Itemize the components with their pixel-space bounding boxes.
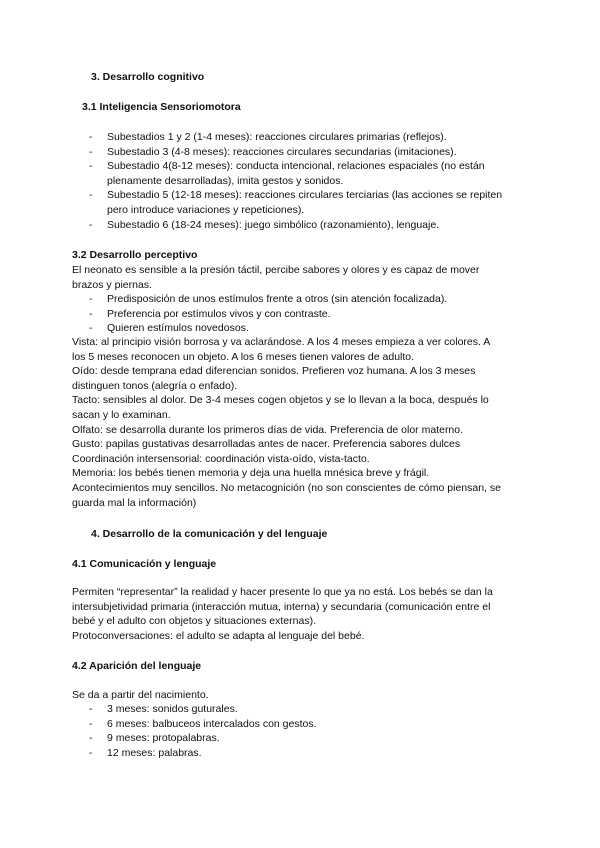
list-item: - Subestadio 6 (18-24 meses): juego simbólico (razonamiento), lenguaje.	[89, 218, 440, 231]
section-4-title: 4. Desarrollo de la comunicación y del lenguaje	[91, 528, 328, 540]
list-item: - Subestadio 5 (12-18 meses): reacciones circulares terciarias (las acciones se repiten pero introduce variaciones y repeticiones).	[89, 189, 503, 216]
perceptivo-intro: El neonato es sensible a la presión táctil, percibe sabores y olores y es capaz de mover brazos y piernas.	[72, 264, 480, 291]
comunicacion-body: Permiten “representar” la realidad y hacer presente lo que ya no está. Los bebés se dan la intersubjetividad primaria (interacción mutua, interna) y secundaria (comunicación entre el bebé y el adulto con objetos y situaciones externas). Protoconversaciones: el adulto se adapta al lenguaje del bebé.	[72, 586, 493, 642]
list-item: - Subestadios 1 y 2 (1-4 meses): reacciones circulares primarias (reflejos).	[89, 131, 447, 143]
section-3-2-title: 3.2 Desarrollo perceptivo	[72, 249, 198, 261]
perceptivo-list	[72, 292, 447, 336]
list-item: - Subestadio 4(8-12 meses): conducta intencional, relaciones espaciales (no están plenamente desarrolladas), imita gestos y sonidos.	[89, 160, 485, 187]
list-item: - 3 meses: sonidos guturales.	[89, 703, 238, 715]
list-item: - 12 meses: palabras.	[89, 746, 202, 759]
section-3-1-title: 3.1 Inteligencia Sensoriomotora	[82, 101, 241, 113]
list-item: - Subestadio 3 (4-8 meses): reacciones circulares secundarias (imitaciones).	[89, 145, 457, 158]
list-item: - 9 meses: protopalabras.	[89, 732, 220, 745]
section-3-title: 3. Desarrollo cognitivo	[91, 71, 205, 83]
perceptivo-body: Vista: al principio visión borrosa y va aclarándose. A los 4 meses empieza a ver colores. A los 5 meses reconocen un objeto. A los 6 meses tienen valores de adulto. Oído: desde temprana edad diferencian sonidos. Prefieren voz humana. A los 3 meses distinguen tonos (alegría o enfado). Tacto: sensibles al dolor. De 3-4 meses cogen objetos y se lo llevan a la boca, después lo sacan y lo examinan. Olfato: se desarrolla durante los primeros días de vida. Preferencia de olor materno. Gusto: papilas gustativas desarrolladas antes de nacer. Preferencia sabores dulces Coordinación intersensorial: coordinación vista-oído, vista-tacto. Memoria: los bebés tienen memoria y deja una huella mnésica breve y frágil. Acontecimientos muy sencillos. No metacognición (no son conscientes de cómo piensan, se guarda mal la información)	[72, 336, 501, 509]
list-item: - Predisposición de unos estímulos frente a otros (sin atención focalizada).	[89, 293, 448, 305]
list-item: - Preferencia por estímulos vivos y con contraste.	[89, 307, 331, 320]
section-4-1-title: 4.1 Comunicación y lenguaje	[72, 558, 217, 570]
aparicion-list	[72, 702, 317, 760]
sensoriomotora-list	[72, 130, 502, 232]
aparicion-intro: Se da a partir del nacimiento.	[72, 689, 209, 701]
list-item: - 6 meses: balbuceos intercalados con gestos.	[89, 717, 317, 730]
section-4-2-title: 4.2 Aparición del lenguaje	[72, 660, 202, 672]
list-item: - Quieren estímulos novedosos.	[89, 322, 249, 335]
